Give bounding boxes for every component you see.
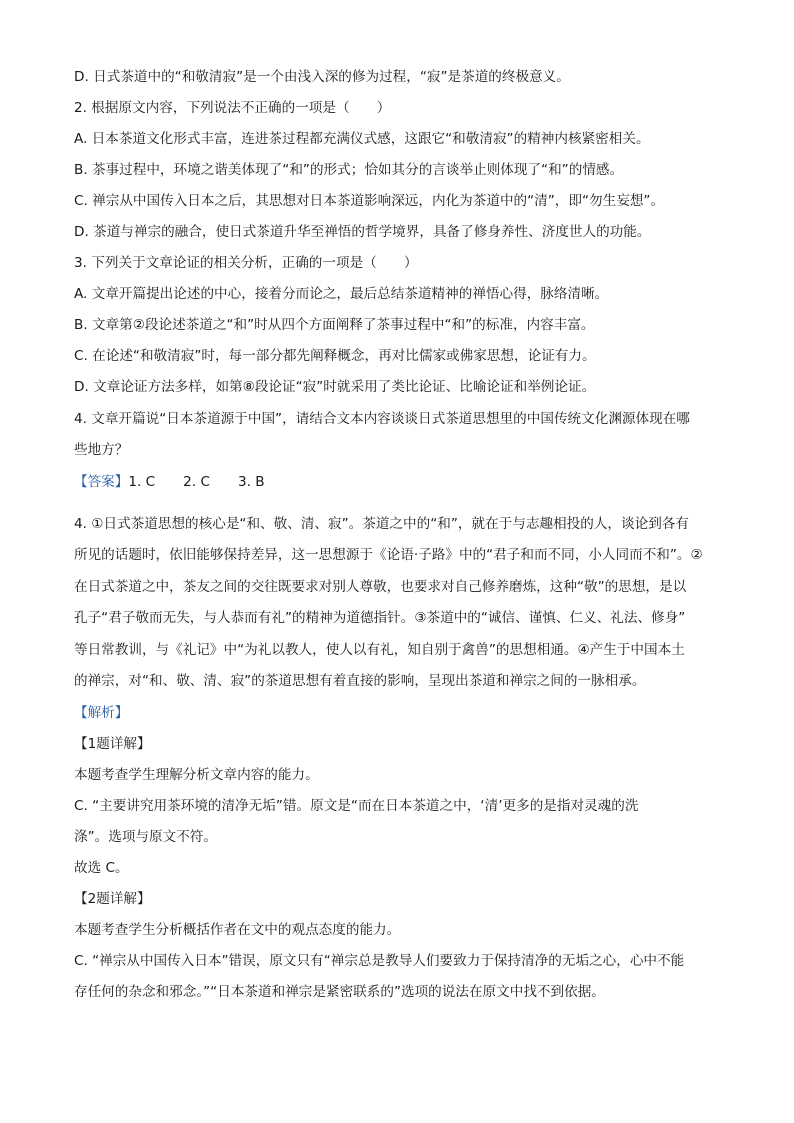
answer4-line: 所见的话题时，依旧能够保持差异，这一思想源于《论语·子路》中的“君子和而不同，小人同而不和”。② <box>74 547 703 563</box>
detail-1-choose: 故选 C。 <box>74 860 129 876</box>
detail-1-intro: 本题考查学生理解分析文章内容的能力。 <box>74 767 319 783</box>
detail-1-option-c-line1: C. “主要讲究用茶环境的清净无垢”错。原文是“而在日本茶道之中，‘清’更多的是指对灵魂的洗 <box>74 798 639 814</box>
q2-option-d: D. 茶道与禅宗的融合，使日式茶道升华至禅悟的哲学境界，具备了修身养性、济度世人的功能。 <box>74 224 651 240</box>
q3-option-c: C. 在论述“和敬清寂”时，每一部分都先阐释概念，再对比儒家或佛家思想，论证有力。 <box>74 348 596 364</box>
q3-option-a: A. 文章开篇提出论述的中心，接着分而论之，最后总结茶道精神的禅悟心得，脉络清晰。 <box>74 286 609 302</box>
detail-1-title: 【1题详解】 <box>74 736 151 752</box>
answer4-line: 孔子“君子敬而无失，与人恭而有礼”的精神为道德指针。③茶道中的“诚信、谨慎、仁义、礼法、修身” <box>74 610 686 626</box>
detail-2-title: 【2题详解】 <box>74 891 151 907</box>
q3-option-d: D. 文章论证方法多样，如第⑧段论证“寂”时就采用了类比论证、比喻论证和举例论证。 <box>74 379 596 395</box>
q2-stem: 2. 根据原文内容，下列说法不正确的一项是（ ） <box>74 100 391 116</box>
detail-2-option-c-line1: C. “禅宗从中国传入日本”错误，原文只有“禅宗总是教导人们要致力于保持清净的无垢之心，心中不能 <box>74 953 685 969</box>
answer-row <box>74 472 265 492</box>
answer4-line: 在日式茶道之中，茶友之间的交往既要求对别人尊敬，也要求对自己修养磨炼，这种“敬”的思想，是以 <box>74 579 687 595</box>
answer-label: 【答案】 <box>74 474 129 490</box>
q4-stem-line1: 4. 文章开篇说“日本茶道源于中国”，请结合文本内容谈谈日式茶道思想里的中国传统文化渊源体现在哪 <box>74 411 690 427</box>
q1-option-d: D. 日式茶道中的“和敬清寂”是一个由浅入深的修为过程，“寂”是茶道的终极意义。 <box>74 69 570 85</box>
answer-1: 1. C <box>128 474 156 490</box>
analysis-label: 【解析】 <box>74 705 129 721</box>
detail-2-intro: 本题考查学生分析概括作者在文中的观点态度的能力。 <box>74 922 401 938</box>
detail-1-option-c-line2: 涤”。选项与原文不符。 <box>74 829 217 845</box>
answer4-line: 等日常教训，与《礼记》中“为礼以教人，使人以有礼，知自别于禽兽”的思想相通。④产生于中国本土 <box>74 642 685 658</box>
q3-option-b: B. 文章第②段论述茶道之“和”时从四个方面阐释了茶事过程中“和”的标准，内容丰富。 <box>74 317 595 333</box>
q2-option-a: A. 日本茶道文化形式丰富，连进茶过程都充满仪式感，这跟它“和敬清寂”的精神内核紧密相关。 <box>74 131 650 147</box>
answer-2: 2. C <box>183 474 210 490</box>
q4-stem-line2: 些地方？ <box>74 442 129 458</box>
answer-3: 3. B <box>237 474 265 490</box>
answer4-line: 的禅宗，对“和、敬、清、寂”的茶道思想有着直接的影响，呈现出茶道和禅宗之间的一脉相承。 <box>74 673 646 689</box>
q3-stem: 3. 下列关于文章论证的相关分析，正确的一项是（ ） <box>74 255 418 271</box>
q2-option-c: C. 禅宗从中国传入日本之后，其思想对日本茶道影响深远，内化为茶道中的“清”，即“勿生妄想”。 <box>74 193 665 209</box>
q2-option-b: B. 茶事过程中，环境之谐美体现了“和”的形式；恰如其分的言谈举止则体现了“和”的情感。 <box>74 162 624 178</box>
answer4-line: 4. ①日式茶道思想的核心是“和、敬、清、寂”。茶道之中的“和”，就在于与志趣相投的人，谈论到各有 <box>74 516 689 532</box>
detail-2-option-c-line2: 存任何的杂念和邪念。”“日本茶道和禅宗是紧密联系的”选项的说法在原文中找不到依据。 <box>74 984 605 1000</box>
